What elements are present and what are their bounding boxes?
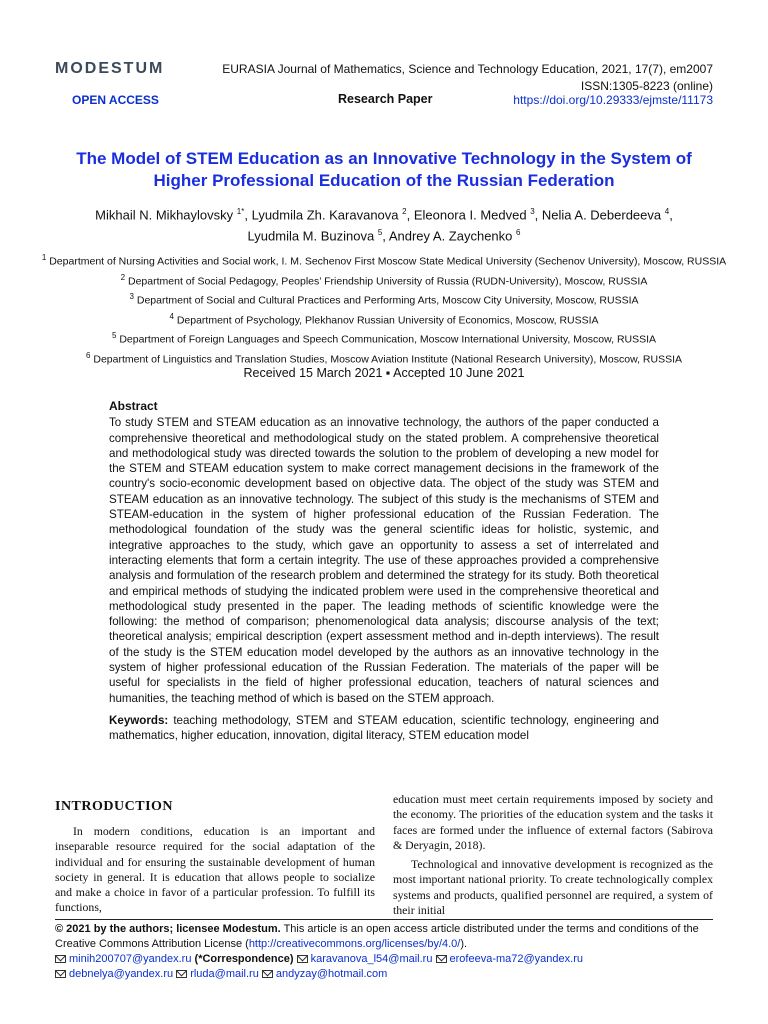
affiliation-sup: 6 [85, 350, 91, 360]
intro-paragraph: In modern conditions, education is an important and inseparable resource required for the social adaptation of the individual and for ensuring the sustainable development of human society in general. It is education that allows people to socialize and make a choice in favor of a particular profession. To fulfill its functions, [55, 824, 375, 915]
abstract-section [109, 399, 659, 744]
affiliation-text: Department of Social Pedagogy, Peoples’ Friendship University of Russia (RUDN-University), Moscow, RUSSIA [128, 275, 648, 287]
affiliation-sup: 3 [129, 292, 134, 301]
author-name: Andrey A. Zaychenko [388, 228, 513, 244]
envelope-icon [55, 970, 66, 978]
affiliation-item [40, 270, 728, 290]
affiliation-item [40, 250, 728, 270]
affiliation-sup: 4 [169, 311, 174, 321]
journal-issn: ISSN:1305-8223 (online) [580, 79, 713, 93]
envelope-icon [297, 955, 308, 963]
affiliation-item [40, 328, 728, 348]
author-email[interactable]: debnelya@yandex.ru [69, 968, 174, 980]
correspondence-label: (*Correspondence) [194, 953, 294, 965]
envelope-icon [262, 970, 273, 978]
author-email[interactable]: erofeeva-ma72@yandex.ru [449, 953, 583, 965]
author-name: Eleonora I. Medved [413, 207, 527, 223]
received-accepted-dates: Received 15 March 2021 ▪ Accepted 10 June 2021 [243, 366, 525, 380]
intro-right-column [393, 792, 713, 918]
affiliation-sup: 5 [111, 331, 117, 340]
keywords-text: teaching methodology, STEM and STEAM education, scientific technology, engineering and mathematics, higher education, innovation, digital literacy, STEM education model [109, 713, 659, 743]
journal-citation: EURASIA Journal of Mathematics, Science and Technology Education, 2021, 17(7), em2007 [222, 62, 713, 76]
license-link[interactable]: http://creativecommons.org/licenses/by/4.0/ [248, 938, 461, 950]
intro-paragraph: education must meet certain requirements imposed by society and the economy. The priorities of the education system and the tasks it faces are formed under the influence of external factors (Sabirova & Deryagin, 2018). [393, 792, 713, 852]
copyright-notice [55, 922, 715, 952]
author-affil-sup: 4 [664, 207, 670, 216]
author-name: Lyudmila Zh. Karavanova [251, 207, 399, 223]
author-name: Lyudmila M. Buzinova [247, 228, 375, 244]
abstract-heading: Abstract [109, 399, 158, 413]
abstract-text: To study STEM and STEAM education as an innovative technology, the authors of the paper conducted a comprehensive theoretical and methodological study on the stated problem. A comprehensive theoretical and methodological study was directed towards the solution to the problem of developing a new model for the STEM and STEAM education system to make correct management decisions in the framework of the country's socio-economic development based on objective data. The object of the study was STEM and STEAM education as an innovative technology. The subject of this study is the mechanisms of STEM and STEAM-education in the system of higher professional education of the Russian Federation. The methodological foundation of the study was the general scientific ideas for holistic, systemic, and integrative approaches to the study, which gave an opportunity to assess a set of interrelated and interacting elements that form a certain integrity. The use of these approaches provided a comprehensive analysis and formulation of the research problem and determined the strategy for its study. Both theoretical and empirical methods of studying the indicated problem were used in the comprehensive theoretical and methodological study presented in the paper. The leading methods of scientific knowledge were the following: the method of comparison; phenomenological data analysis; discourse analysis of the text; theoretical analysis; empirical description (expert assessment method and in-depth interviews). The result of the study is the STEM education model developed by the authors as an innovative technology in the system of higher professional education of the Russian Federation. The materials of the paper will be useful for specialists in the field of higher professional education, teachers of natural sciences and humanities, the teaching method of which is based on the STEM approach. [109, 416, 659, 705]
affiliation-list [40, 250, 728, 367]
affiliation-text: Department of Foreign Languages and Speech Communication, Moscow International University, Moscow, RUSSIA [119, 333, 657, 346]
footer-divider [55, 919, 713, 920]
envelope-icon [176, 970, 187, 978]
footer [55, 922, 715, 982]
publisher-logo: MODESTUM [55, 60, 165, 77]
keywords-label: Keywords: [109, 713, 169, 727]
affiliation-text: Department of Nursing Activities and Social work, I. M. Sechenov First Moscow State Medical University (Sechenov University), Moscow, RUSSIA [49, 255, 727, 268]
author-list [45, 203, 723, 246]
paper-title-line-2: Higher Professional Education of the Russian Federation [153, 171, 615, 190]
affiliation-item [40, 309, 728, 329]
author-email[interactable]: andyzay@hotmail.com [275, 968, 388, 980]
author-name: Nelia A. Deberdeeva [541, 207, 662, 223]
affiliation-item [40, 348, 728, 368]
introduction-heading: INTRODUCTION [55, 799, 174, 814]
author-affil-sup: 1* [236, 207, 245, 216]
author-email[interactable]: karavanova_l54@mail.ru [310, 953, 433, 965]
author-line-2: Lyudmila M. Buzinova $^5$, Andrey A. Zaychenko $^6$ [247, 228, 521, 244]
author-line-1: Mikhail N. Mikhaylovsky $^{1*}$, Lyudmila Zh. Karavanova $^2$, Eleonora I. Medved $^3$, Nelia A. Deberdeeva $^4$, [95, 207, 673, 223]
copyright-end: ). [460, 938, 468, 950]
author-email[interactable]: minih200707@yandex.ru [69, 953, 192, 965]
author-affil-sup: 3 [530, 207, 535, 216]
journal-info [222, 61, 713, 95]
author-affil-sup: 5 [377, 228, 383, 238]
envelope-icon [55, 955, 66, 963]
author-email[interactable]: rluda@mail.ru [190, 968, 259, 980]
keywords [109, 713, 659, 744]
copyright-text: This article is an open access article distributed under the terms and conditions of the Creative Commons Attribution License ( [55, 923, 699, 950]
affiliation-item [40, 289, 728, 309]
affiliation-sup: 1 [41, 253, 47, 262]
paper-title [30, 148, 738, 192]
author-name: Mikhail N. Mikhaylovsky [95, 207, 234, 223]
envelope-icon [436, 955, 447, 963]
author-affil-sup: 2 [402, 207, 407, 216]
intro-left-column [55, 824, 375, 916]
copyright-bold: © 2021 by the authors; licensee Modestum. [55, 923, 281, 935]
author-affil-sup: 6 [516, 228, 521, 238]
affiliation-text: Department of Linguistics and Translation Studies, Moscow Aviation Institute (National Research University), Moscow, RUSSIA [93, 353, 683, 365]
affiliation-text: Department of Social and Cultural Practices and Performing Arts, Moscow City University, Moscow, RUSSIA [136, 294, 639, 307]
affiliation-text: Department of Psychology, Plekhanov Russian University of Economics, Moscow, RUSSIA [176, 314, 599, 326]
paper-title-line-1: The Model of STEM Education as an Innovative Technology in the System of [76, 149, 692, 168]
open-access-label: OPEN ACCESS [72, 93, 159, 107]
intro-paragraph: Technological and innovative development is recognized as the most important national priority. To create technologically complex systems and products, qualified personnel are required, a system of their initial [393, 857, 713, 918]
article-type: Research Paper [338, 92, 433, 106]
email-line-1 [55, 952, 715, 967]
doi-link[interactable]: https://doi.org/10.29333/ejmste/11173 [513, 93, 713, 107]
email-line-2 [55, 967, 715, 982]
affiliation-sup: 2 [120, 272, 126, 282]
